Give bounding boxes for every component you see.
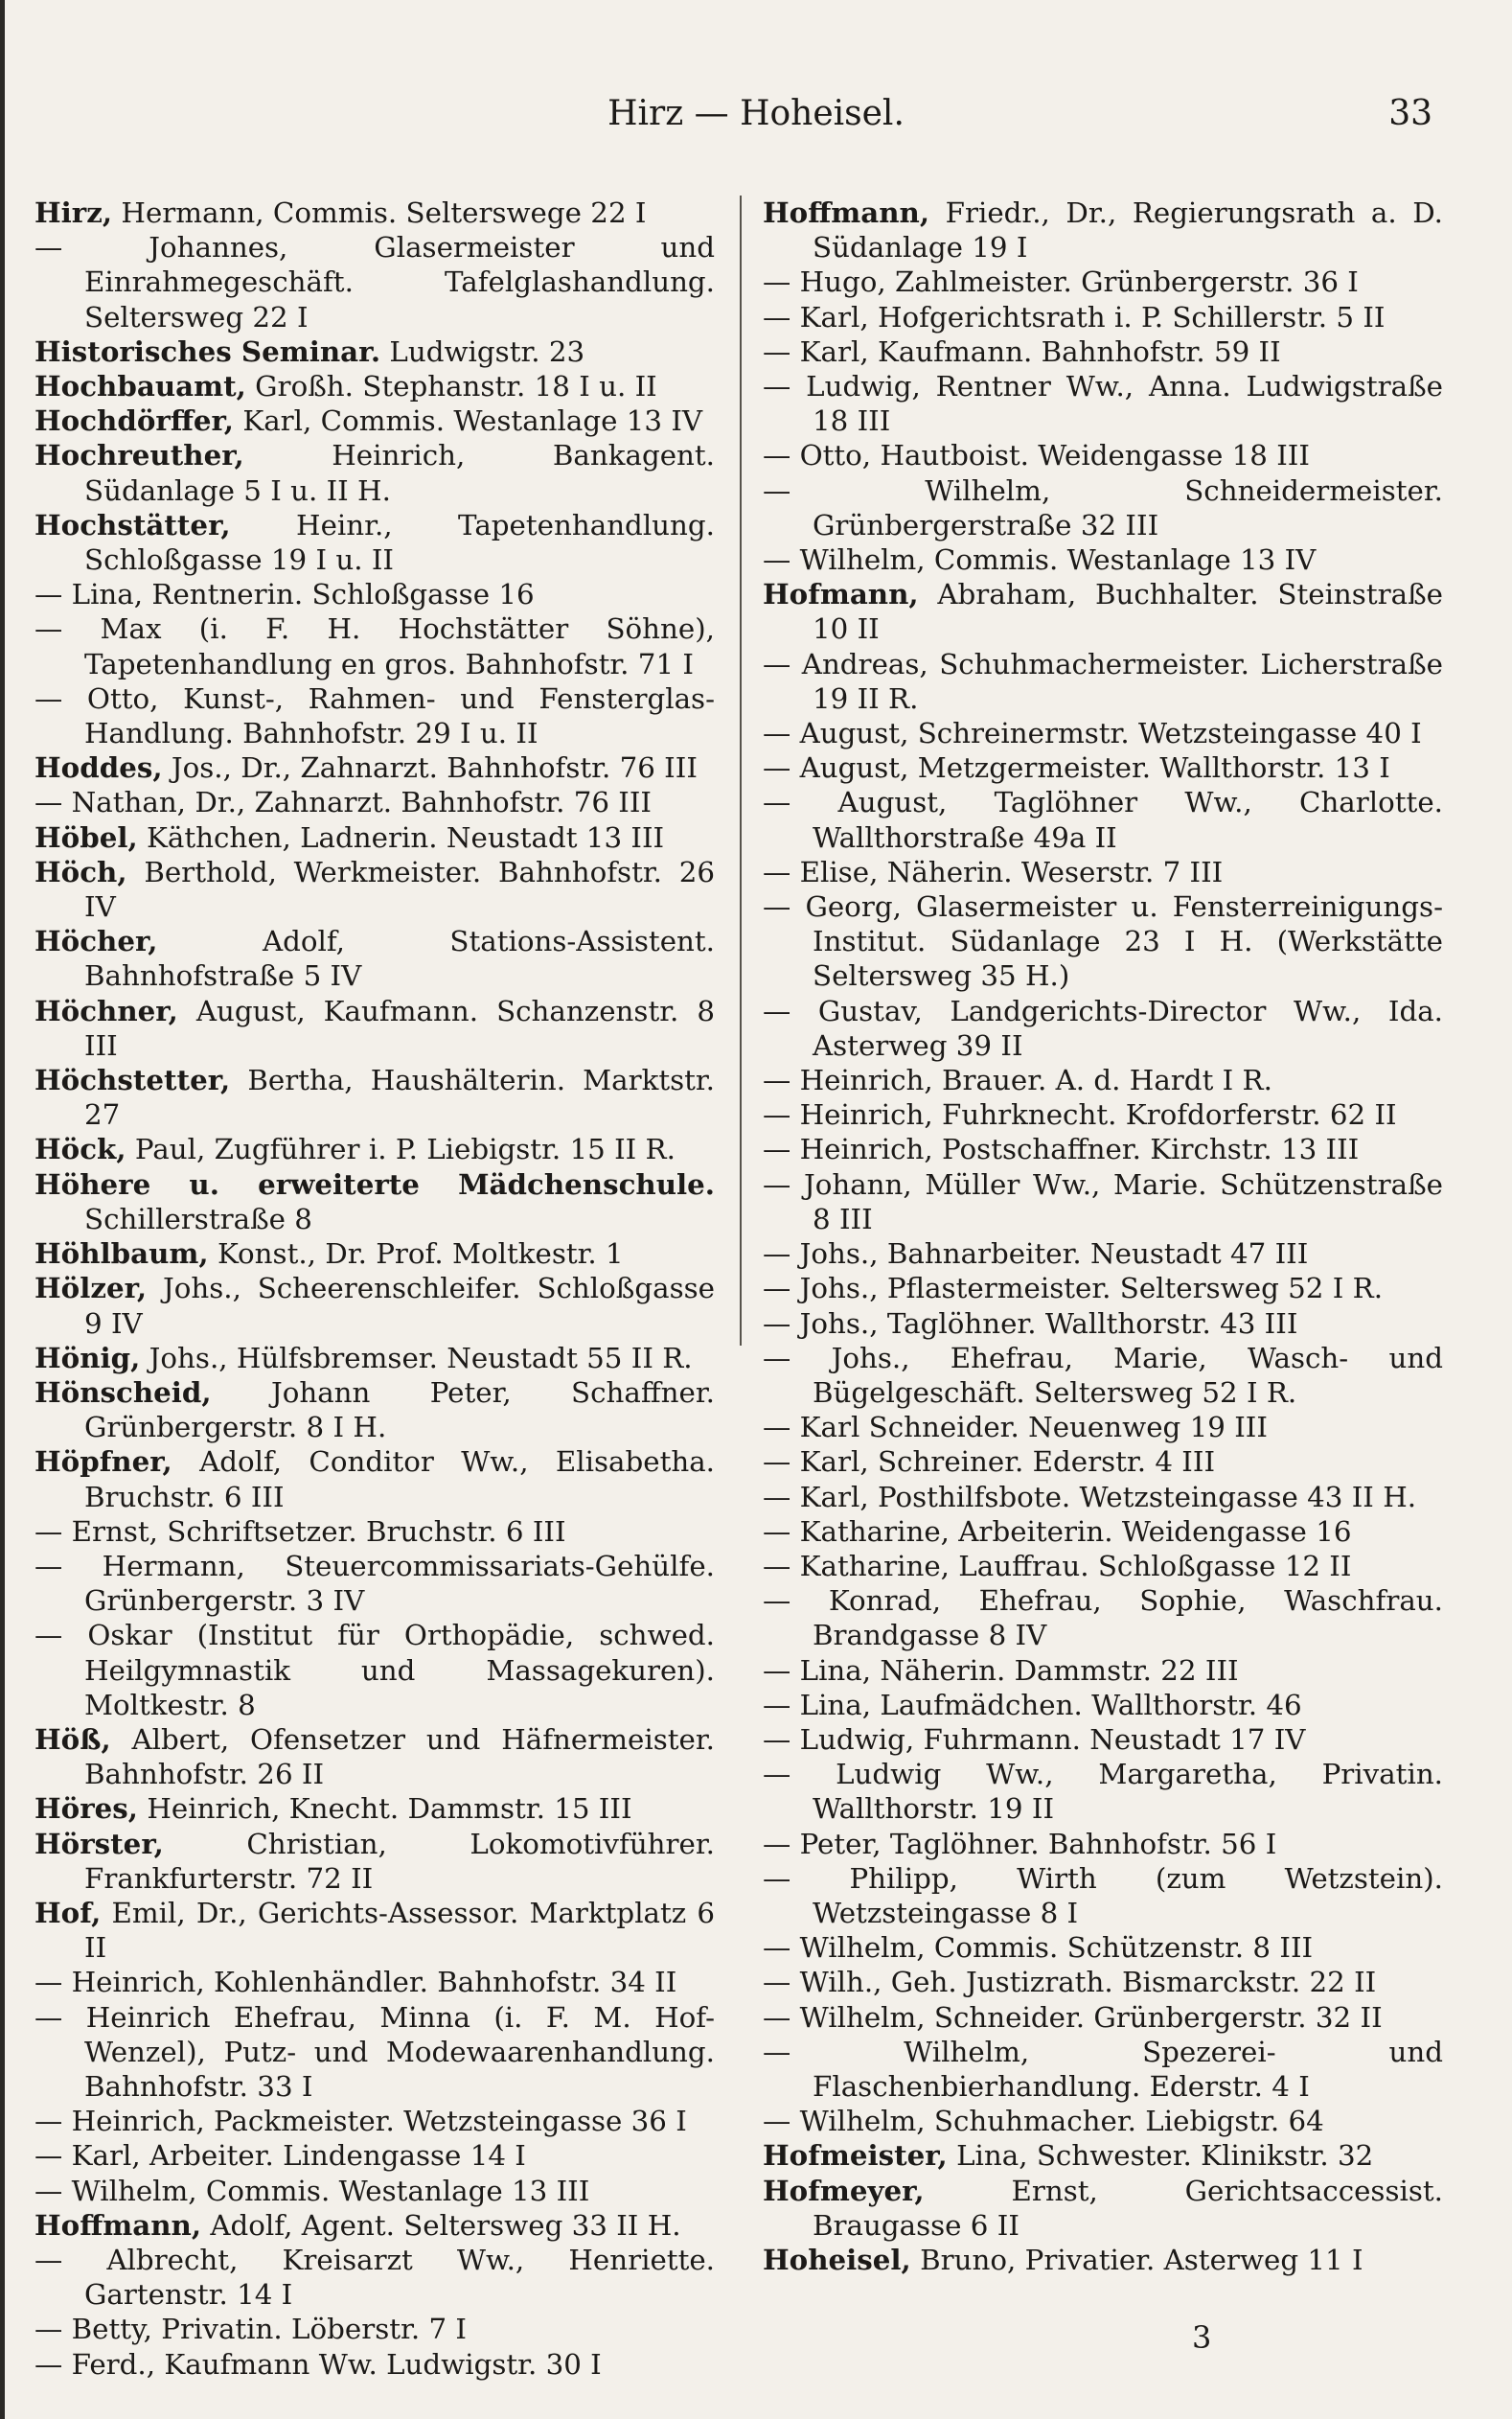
entry-text: — Karl Schneider. Neuenweg 19 III (763, 1411, 1268, 1444)
directory-entry (34, 508, 715, 577)
entry-text: — Johs., Taglöhner. Wallthorstr. 43 III (763, 1306, 1298, 1340)
entry-surname: Hof, (34, 1895, 102, 1929)
directory-entry (34, 2174, 715, 2208)
entry-surname: Hochbauamt, (34, 369, 246, 403)
directory-entry (763, 542, 1443, 577)
entry-surname: Höß, (34, 1721, 111, 1756)
entry-surname: Höchstetter, (34, 1063, 231, 1097)
directory-entry (763, 196, 1443, 265)
entry-text: — Johs., Pflastermeister. Seltersweg 52 I R. (763, 1272, 1384, 1305)
entry-text: — Heinrich, Brauer. A. d. Hardt I R. (763, 1064, 1272, 1097)
entry-text: — Heinrich, Kohlenhändler. Bahnhofstr. 34 II (34, 1966, 677, 1999)
entry-text: Johs., Hülfsbremser. Neustadt 55 II R. (140, 1341, 693, 1374)
directory-entry (763, 1167, 1443, 1236)
directory-entry (763, 577, 1443, 646)
entry-text: — Wilhelm, Spezerei- und Flaschenbierhandlung. Ederstr. 4 I (763, 2035, 1443, 2103)
entry-text: — Johannes, Glasermeister und Einrahmegeschäft. Tafelglashandlung. Seltersweg 22 I (34, 231, 715, 334)
entry-text: — Johann, Müller Ww., Marie. Schützenstraße 8 III (763, 1167, 1443, 1235)
entry-text: — Ludwig, Fuhrmann. Neustadt 17 IV (763, 1722, 1306, 1756)
directory-entry (763, 785, 1443, 854)
entry-text: — Otto, Kunst-, Rahmen- und Fensterglas-Handlung. Bahnhofstr. 29 I u. II (34, 681, 715, 750)
entry-text: — Wilh., Geh. Justizrath. Bismarckstr. 22 II (763, 1966, 1377, 1999)
directory-entry (34, 611, 715, 680)
entry-text: — Lina, Näherin. Dammstr. 22 III (763, 1653, 1239, 1687)
directory-entry (34, 750, 715, 785)
directory-entry (763, 1444, 1443, 1479)
entry-text: Albert, Ofensetzer und Häfnermeister. Bahnhofstr. 26 II (84, 1722, 715, 1791)
directory-entry (34, 1063, 715, 1132)
entry-text: Bruno, Privatier. Asterweg 11 I (910, 2243, 1363, 2276)
directory-entry (34, 785, 715, 819)
directory-entry (34, 2000, 715, 2105)
entry-text: Ludwigstr. 23 (380, 334, 585, 368)
page-header (0, 94, 1512, 142)
entry-text: — Hermann, Steuercommissariats-Gehülfe. Grünbergerstr. 3 IV (34, 1549, 715, 1618)
directory-entry (34, 1132, 715, 1166)
entry-surname: Hörster, (34, 1826, 164, 1860)
directory-entry (763, 1827, 1443, 1861)
directory-entry (34, 1375, 715, 1444)
directory-entry (763, 1757, 1443, 1826)
directory-entry (763, 647, 1443, 716)
running-title: Hirz — Hoheisel. (607, 94, 905, 133)
entry-text: August, Kaufmann. Schanzenstr. 8 III (84, 994, 715, 1062)
entry-text: — Hugo, Zahlmeister. Grünbergerstr. 36 I (763, 265, 1359, 299)
directory-entry (763, 2174, 1443, 2243)
entry-text: Abraham, Buchhalter. Steinstraße 10 II (813, 578, 1443, 646)
entry-text: Paul, Zugführer i. P. Liebigstr. 15 II R. (126, 1133, 676, 1166)
directory-entry (763, 1271, 1443, 1305)
entry-text: Hermann, Commis. Selterswege 22 I (112, 196, 647, 229)
entry-surname: Hoffmann, (34, 2207, 202, 2242)
directory-entry (763, 1514, 1443, 1549)
page-edge (0, 0, 5, 2419)
directory-entry (763, 750, 1443, 785)
entry-text: — August, Taglöhner Ww., Charlotte. Wallthorstraße 49a II (763, 786, 1443, 854)
directory-entry (34, 2312, 715, 2346)
entry-text: Karl, Commis. Westanlage 13 IV (234, 404, 703, 438)
entry-text: — Heinrich, Packmeister. Wetzsteingasse 36 I (34, 2105, 687, 2138)
directory-entry (763, 1480, 1443, 1514)
entry-text: — Philipp, Wirth (zum Wetzstein). Wetzsteingasse 8 I (763, 1861, 1443, 1929)
entry-text: Christian, Lokomotivführer. Frankfurterstr. 72 II (84, 1827, 715, 1895)
entry-text: — Wilhelm, Schneider. Grünbergerstr. 32 II (763, 2000, 1383, 2034)
directory-entry (763, 2035, 1443, 2104)
entry-text: Heinr., Tapetenhandlung. Schloßgasse 19 I u. II (84, 508, 715, 577)
entry-text: — Ferd., Kaufmann Ww. Ludwigstr. 30 I (34, 2347, 602, 2381)
directory-entry (34, 577, 715, 611)
directory-entry (34, 855, 715, 924)
directory-entry (34, 1514, 715, 1549)
directory-entry (763, 855, 1443, 889)
directory-entry (34, 2138, 715, 2173)
directory-entry (34, 820, 715, 855)
entry-surname: Hochdörffer, (34, 403, 235, 438)
entry-text: Jos., Dr., Zahnarzt. Bahnhofstr. 76 III (162, 751, 698, 785)
entry-text: — Konrad, Ehefrau, Sophie, Waschfrau. Brandgasse 8 IV (763, 1584, 1443, 1652)
directory-entry (34, 2208, 715, 2243)
entry-text: Großh. Stephanstr. 18 I u. II (245, 370, 657, 403)
entry-text: — Oskar (Institut für Orthopädie, schwed. Heilgymnastik und Massagekuren). Moltkestr. 8 (34, 1619, 715, 1721)
entry-surname: Höchner, (34, 993, 178, 1027)
entry-text: — Karl, Kaufmann. Bahnhofstr. 59 II (763, 334, 1281, 368)
entry-text: — Ludwig Ww., Margaretha, Privatin. Wallthorstr. 19 II (763, 1758, 1443, 1826)
directory-entry (34, 334, 715, 369)
entry-surname: Historisches Seminar. (34, 334, 381, 368)
entry-text: — Gustav, Landgerichts-Director Ww., Ida. Asterweg 39 II (763, 994, 1443, 1062)
left-column (34, 196, 715, 2382)
directory-entry (763, 300, 1443, 334)
entry-text: — Wilhelm, Commis. Westanlage 13 IV (763, 543, 1317, 577)
entry-surname: Hoddes, (34, 750, 163, 785)
entry-text: Käthchen, Ladnerin. Neustadt 13 III (137, 820, 665, 854)
entry-text: — Andreas, Schuhmachermeister. Licherstraße 19 II R. (763, 647, 1443, 715)
entry-surname: Hoheisel, (763, 2242, 911, 2276)
directory-entry (763, 1236, 1443, 1271)
column-divider (740, 196, 742, 1346)
directory-entry (763, 1097, 1443, 1132)
entry-text: — Karl, Arbeiter. Lindengasse 14 I (34, 2139, 526, 2173)
entry-surname: Höhere u. erweiterte Mädchenschule. (34, 1166, 715, 1201)
directory-entry (763, 1722, 1443, 1757)
directory-entry (763, 369, 1443, 438)
directory-entry (763, 1653, 1443, 1688)
directory-entry (34, 196, 715, 230)
entry-text: — August, Schreinermstr. Wetzsteingasse 40 I (763, 717, 1422, 750)
entry-text: Johs., Scheerenschleifer. Schloßgasse 9 IV (84, 1272, 715, 1340)
entry-surname: Hofmeyer, (763, 2173, 925, 2207)
directory-entry (763, 716, 1443, 750)
directory-entry (34, 403, 715, 438)
entry-text: — Nathan, Dr., Zahnarzt. Bahnhofstr. 76 III (34, 786, 653, 819)
directory-entry (763, 1930, 1443, 1965)
directory-entry (34, 1271, 715, 1340)
directory-entry (763, 2000, 1443, 2035)
entry-text: — Otto, Hautboist. Weidengasse 18 III (763, 439, 1310, 472)
entry-text: Johann Peter, Schaffner. Grünbergerstr. 8 I H. (84, 1375, 715, 1444)
entry-text: Berthold, Werkmeister. Bahnhofstr. 26 IV (84, 855, 715, 924)
directory-entry (34, 2347, 715, 2382)
entry-surname: Höcher, (34, 924, 158, 958)
entry-text: — Johs., Bahnarbeiter. Neustadt 47 III (763, 1237, 1309, 1271)
directory-entry (763, 1132, 1443, 1166)
directory-entry (763, 1688, 1443, 1722)
directory-entry (34, 2243, 715, 2312)
directory-entry (34, 1444, 715, 1513)
entry-text: Heinrich, Knecht. Dammstr. 15 III (138, 1792, 632, 1826)
directory-entry (763, 2243, 1443, 2277)
entry-text: — Wilhelm, Commis. Schützenstr. 8 III (763, 1931, 1314, 1965)
entry-surname: Hofmeister, (763, 2138, 948, 2173)
entry-text: Adolf, Agent. Seltersweg 33 II H. (201, 2208, 681, 2242)
entry-surname: Hochreuther, (34, 438, 244, 472)
entry-text: — Johs., Ehefrau, Marie, Wasch- und Bügelgeschäft. Seltersweg 52 I R. (763, 1341, 1443, 1409)
entry-text: Emil, Dr., Gerichts-Assessor. Marktplatz 6 II (84, 1896, 715, 1965)
signature-mark: 3 (1192, 2319, 1212, 2356)
entry-text: — Karl, Posthilfsbote. Wetzsteingasse 43 II H. (763, 1480, 1417, 1513)
entry-surname: Hochstätter, (34, 507, 231, 541)
directory-entry (34, 1965, 715, 1999)
directory-entry (34, 1827, 715, 1896)
directory-entry (763, 2138, 1443, 2173)
directory-entry (763, 994, 1443, 1063)
entry-text: — Katharine, Lauffrau. Schloßgasse 12 II (763, 1549, 1352, 1582)
directory-entry (34, 369, 715, 403)
directory-entry (34, 1341, 715, 1375)
entry-text: — Lina, Laufmädchen. Wallthorstr. 46 (763, 1688, 1302, 1721)
directory-entry (34, 1236, 715, 1271)
entry-text: Heinrich, Bankagent. Südanlage 5 I u. II H. (84, 439, 715, 507)
entry-text: — Albrecht, Kreisarzt Ww., Henriette. Gartenstr. 14 I (34, 2243, 715, 2312)
directory-entry (34, 1791, 715, 1826)
entry-text: Adolf, Stations-Assistent. Bahnhofstraße 5 IV (84, 925, 715, 993)
entry-text: — Ernst, Schriftsetzer. Bruchstr. 6 III (34, 1514, 566, 1548)
directory-entry (763, 1549, 1443, 1583)
entry-surname: Höpfner, (34, 1444, 172, 1479)
directory-entry (763, 438, 1443, 472)
entry-text: — Lina, Rentnerin. Schloßgasse 16 (34, 578, 535, 611)
entry-text: Konst., Dr. Prof. Moltkestr. 1 (208, 1237, 624, 1271)
entry-surname: Hofmann, (763, 577, 919, 611)
entry-surname: Höck, (34, 1132, 126, 1166)
entry-surname: Höbel, (34, 819, 138, 854)
directory-entry (34, 2104, 715, 2138)
entry-text: — Max (i. F. H. Hochstätter Söhne), Tapetenhandlung en gros. Bahnhofstr. 71 I (34, 612, 715, 680)
entry-text: Bertha, Haushälterin. Marktstr. 27 (84, 1064, 715, 1132)
entry-text: — Wilhelm, Schuhmacher. Liebigstr. 64 (763, 2105, 1324, 2138)
directory-entry (763, 265, 1443, 299)
directory-entry (34, 438, 715, 507)
directory-entry (34, 924, 715, 993)
directory-entry (763, 2104, 1443, 2138)
directory-entry (34, 994, 715, 1063)
entry-text: — Karl, Schreiner. Ederstr. 4 III (763, 1445, 1216, 1479)
entry-text: — Georg, Glasermeister u. Fensterreinigungs-Institut. Südanlage 23 I H. (Werkstätte Seltersweg 35 H.) (763, 890, 1443, 993)
entry-surname: Hönig, (34, 1340, 141, 1374)
directory-entry (34, 681, 715, 750)
directory-entry (763, 473, 1443, 542)
directory-entry (763, 1861, 1443, 1930)
entry-surname: Hoffmann, (763, 196, 930, 229)
directory-entry (34, 1722, 715, 1791)
directory-columns (34, 196, 1443, 2381)
entry-text: — Heinrich, Fuhrknecht. Krofdorferstr. 62 II (763, 1098, 1397, 1132)
directory-entry (763, 1583, 1443, 1652)
entry-text: — Heinrich Ehefrau, Minna (i. F. M. Hof-Wenzel), Putz- und Modewaarenhandlung. Bahnhofstr. 33 I (34, 2000, 715, 2103)
entry-surname: Hönscheid, (34, 1374, 212, 1409)
entry-surname: Höch, (34, 854, 127, 888)
directory-entry (763, 1410, 1443, 1444)
entry-surname: Hölzer, (34, 1271, 148, 1305)
entry-text: — Wilhelm, Commis. Westanlage 13 III (34, 2174, 590, 2207)
directory-entry (34, 230, 715, 334)
directory-entry (34, 1167, 715, 1236)
directory-entry (763, 334, 1443, 369)
directory-entry (763, 1341, 1443, 1410)
directory-entry (763, 1306, 1443, 1341)
entry-text: Ernst, Gerichtsaccessist. Braugasse 6 II (813, 2174, 1443, 2242)
entry-text: Adolf, Conditor Ww., Elisabetha. Bruchstr. 6 III (84, 1445, 715, 1513)
entry-text: — Katharine, Arbeiterin. Weidengasse 16 (763, 1514, 1352, 1548)
entry-surname: Hirz, (34, 196, 113, 229)
entry-text: — August, Metzgermeister. Wallthorstr. 13 I (763, 751, 1390, 785)
entry-text: — Heinrich, Postschaffner. Kirchstr. 13 III (763, 1133, 1360, 1166)
entry-text: — Peter, Taglöhner. Bahnhofstr. 56 I (763, 1827, 1277, 1860)
entry-text: — Ludwig, Rentner Ww., Anna. Ludwigstraße 18 III (763, 370, 1443, 438)
entry-text: — Wilhelm, Schneidermeister. Grünbergerstraße 32 III (763, 473, 1443, 541)
directory-entry (763, 889, 1443, 994)
entry-text: Schillerstraße 8 (84, 1202, 312, 1235)
directory-entry (34, 1618, 715, 1722)
page-number: 33 (1388, 94, 1432, 133)
entry-text: — Betty, Privatin. Löberstr. 7 I (34, 2313, 467, 2346)
entry-text: — Elise, Näherin. Weserstr. 7 III (763, 855, 1224, 888)
directory-entry (763, 1063, 1443, 1097)
directory-entry (34, 1896, 715, 1965)
entry-text: Friedr., Dr., Regierungsrath a. D. Südanlage 19 I (813, 196, 1443, 265)
entry-text: Lina, Schwester. Klinikstr. 32 (947, 2139, 1374, 2173)
right-column (763, 196, 1443, 2277)
entry-surname: Höhlbaum, (34, 1236, 209, 1271)
entry-surname: Höres, (34, 1791, 138, 1826)
directory-entry (763, 1965, 1443, 1999)
directory-entry (34, 1549, 715, 1618)
entry-text: — Karl, Hofgerichtsrath i. P. Schillerstr. 5 II (763, 300, 1386, 334)
